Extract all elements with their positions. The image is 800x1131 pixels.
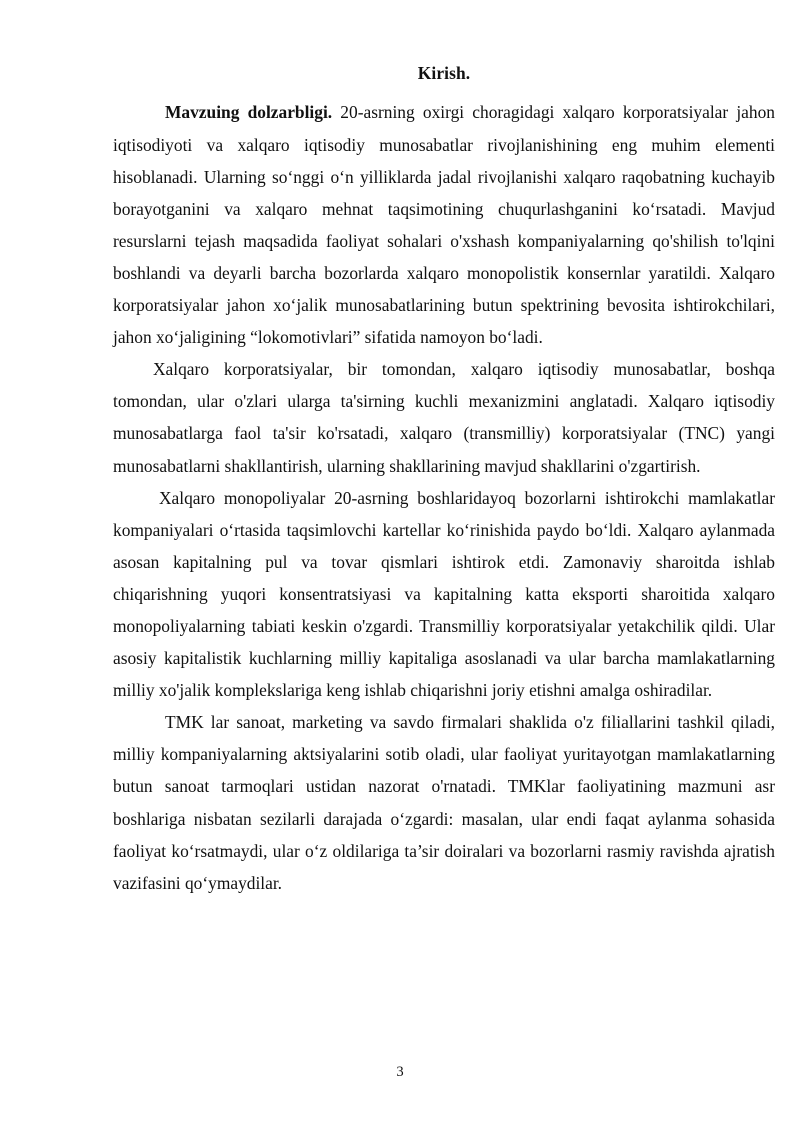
paragraph-1-lead: Mavzuing dolzarbligi.	[165, 102, 333, 123]
page-title: Kirish.	[417, 63, 471, 83]
paragraph-4: TMK lar sanoat, marketing va savdo firmalari shaklida o'z filiallarini tashkil qiladi, milliy kompaniyalarning aktsiyalarini sotib oladi, ular faoliyat yuritayotgan mamlakatlarning butun sanoat tarmoqlari ustidan nazorat o'rnatadi. TMKlar faoliyatining mazmuni asr boshlariga nisbatan sezilarli darajada o‘zgardi: masalan, ular endi faqat aylanma sohasida faoliyat ko‘rsatmaydi, ular o‘z oldilariga ta’sir doiralari va bozorlarni rasmiy ravishda ajratish vazifasini qo‘ymaydilar.	[113, 712, 775, 893]
paragraph-1-body: 20-asrning oxirgi choragidagi xalqaro korporatsiyalar jahon iqtisodiyoti va xalqaro iqtisodiy munosabatlar rivojlanishining eng muhim elementi hisoblanadi. Ularning so‘nggi o‘n yilliklarda jadal rivojlanishi xalqaro raqobatning kuchayib borayotganini va xalqaro mehnat taqsimotining chuqurlashganini ko‘rsatadi. Mavjud resurslarni tejash maqsadida faoliyat sohalari o'xshash kompaniyalarning qo'shilish to'lqini boshlandi va deyarli barcha bozorlarda xalqaro monopolistik konsernlar yaratildi. Xalqaro korporatsiyalar jahon xo‘jalik munosabatlarining butun spektrining bevosita ishtirokchilari, jahon xo‘jaligining “lokomotivlari” sifatida namoyon bo‘ladi.	[113, 102, 775, 348]
paragraph-3: Xalqaro monopoliyalar 20-asrning boshlaridayoq bozorlarni ishtirokchi mamlakatlar kompaniyalari o‘rtasida taqsimlovchi kartellar ko‘rinishida paydo bo‘ldi. Xalqaro aylanmada asosan kapitalning pul va tovar qismlari ishtirok etdi. Zamonaviy sharoitda ishlab chiqarishning yuqori konsentratsiyasi va kapitalning katta eksporti sharoitida xalqaro monopoliyalarning tabiati keskin o'zgardi. Transmilliy korporatsiyalar yetakchilik qildi. Ular asosiy kapitalistik kuchlarning milliy kapitaliga asoslanadi va ular barcha mamlakatlarning milliy xo'jalik komplekslariga keng ishlab chiqarishni joriy etishni amalga oshiradilar.	[113, 487, 775, 701]
page-number: 3	[396, 1064, 404, 1080]
paragraph-2: Xalqaro korporatsiyalar, bir tomondan, xalqaro iqtisodiy munosabatlar, boshqa tomondan, ular o'zlari ularga ta'sirning kuchli mexanizmini anglatadi. Xalqaro iqtisodiy munosabatlarga faol ta'sir ko'rsatadi, xalqaro (transmilliy) korporatsiyalar (TNC) yangi munosabatlarni shakllantirish, ularning shakllarining mavjud shakllarini o'zgartirish.	[113, 359, 775, 476]
paragraph-1	[113, 96, 775, 353]
document-body	[113, 62, 775, 899]
